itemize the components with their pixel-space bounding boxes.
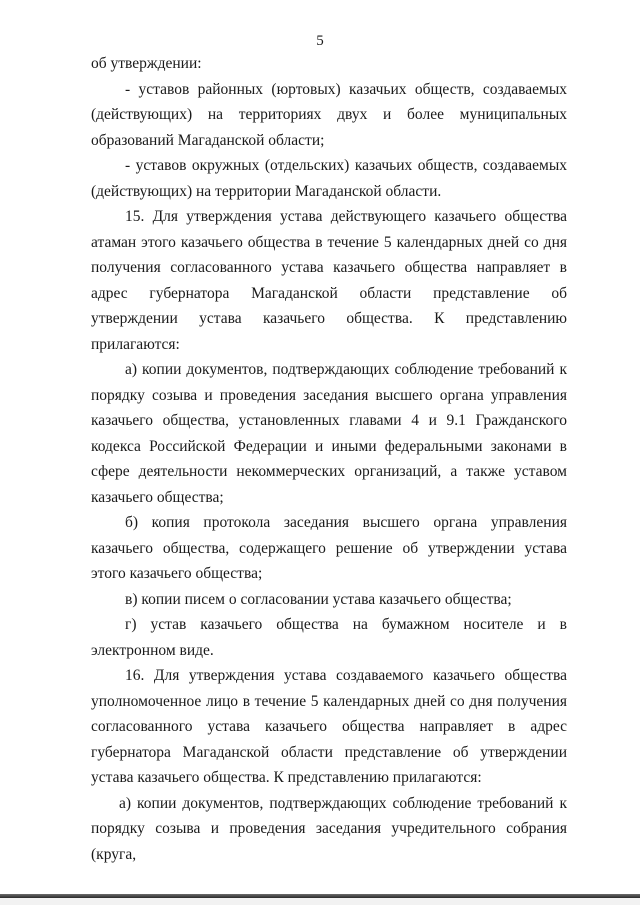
list-item-15b: б) копия протокола заседания высшего органа управления казачьего общества, содержащего решение об утверждении устава этого казачьего общества; xyxy=(91,514,567,582)
list-item-okrug-charters: - уставов окружных (отдельских) казачьих обществ, создаваемых (действующих) на территории Магаданской области. xyxy=(91,157,567,200)
paragraph-section-16: 16. Для утверждения устава создаваемого казачьего общества уполномоченное лицо в течение 5 календарных дней со дня получения согласованного устава казачьего общества направляет в адрес губернатора Магаданской области представление об утверждении устава казачьего общества. К представлению прилагаются: xyxy=(91,667,567,786)
list-item-district-charters: - уставов районных (юртовых) казачьих обществ, создаваемых (действующих) на территориях двух и более муниципальных образований Магаданской области; xyxy=(91,80,567,149)
paragraph-section-15: 15. Для утверждения устава действующего казачьего общества атаман этого казачьего общества в течение 5 календарных дней со дня получения согласованного устава казачьего общества направляет в адрес губернатора Магаданской области представление об утверждении устава казачьего общества. К представлению прилагаются: xyxy=(91,208,567,353)
list-item-16a: а) копии документов, подтверждающих соблюдение требований к порядку созыва и проведения заседания учредительного собрания (круга, xyxy=(91,794,567,863)
list-item-15a: а) копии документов, подтверждающих соблюдение требований к порядку созыва и проведения заседания высшего органа управления казачьего общества, установленных главами 4 и 9.1 Гражданского кодекса Российской Федерации и иными федеральными законами в сфере деятельности некоммерческих организаций, а также уставом казачьего общества; xyxy=(91,361,567,506)
list-item-15g: г) устав казачьего общества на бумажном носителе и в электронном виде. xyxy=(91,616,567,659)
scan-bottom-margin xyxy=(0,898,640,905)
page-number: 5 xyxy=(316,33,324,49)
document-body xyxy=(91,51,567,867)
list-item-15v: в) копии писем о согласовании устава казачьего общества; xyxy=(125,590,512,608)
paragraph-intro: об утверждении: xyxy=(91,55,202,72)
